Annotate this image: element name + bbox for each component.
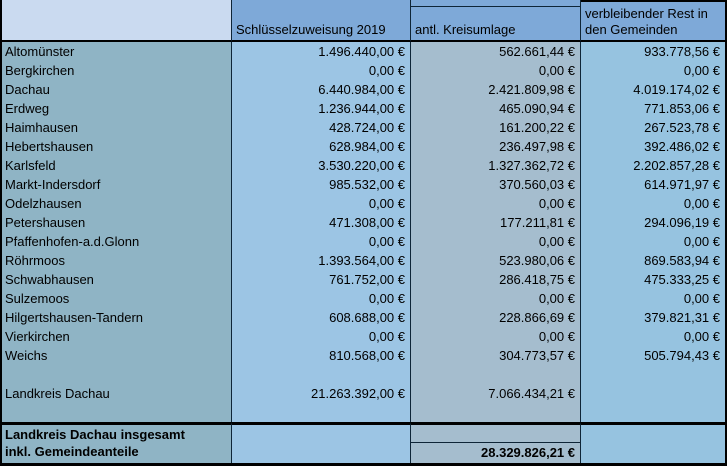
- rest-cell[interactable]: 771.853,06 €: [581, 99, 725, 118]
- footer-rest-empty-cell-2[interactable]: [581, 442, 725, 463]
- kreisumlage-cell[interactable]: 0,00 €: [411, 194, 581, 213]
- schluesselzuweisung-cell[interactable]: 21.263.392,00 €: [232, 384, 411, 403]
- kreisumlage-cell[interactable]: 0,00 €: [411, 232, 581, 251]
- rest-cell[interactable]: 392.486,02 €: [581, 137, 725, 156]
- kreisumlage-cell[interactable]: 562.661,44 €: [411, 42, 581, 61]
- footer-label-line2[interactable]: inkl. Gemeindeanteile: [2, 442, 232, 463]
- header-schluesselzuweisung-label: Schlüsselzuweisung 2019: [236, 22, 386, 37]
- schluesselzuweisung-cell[interactable]: 810.568,00 €: [232, 346, 411, 365]
- schluesselzuweisung-cell[interactable]: 1.496.440,00 €: [232, 42, 411, 61]
- kreisumlage-cell[interactable]: 465.090,94 €: [411, 99, 581, 118]
- footer-label-line1[interactable]: Landkreis Dachau insgesamt: [2, 422, 232, 442]
- schluesselzuweisung-cell[interactable]: 608.688,00 €: [232, 308, 411, 327]
- kreisumlage-cell[interactable]: 236.497,98 €: [411, 137, 581, 156]
- schluesselzuweisung-cell[interactable]: 1.393.564,00 €: [232, 251, 411, 270]
- header-schluesselzuweisung-2019[interactable]: [232, 0, 411, 42]
- kreisumlage-cell[interactable]: 286.418,75 €: [411, 270, 581, 289]
- schluesselzuweisung-cell[interactable]: 6.440.984,00 €: [232, 80, 411, 99]
- municipality-name-cell[interactable]: Markt-Indersdorf: [2, 175, 232, 194]
- rest-cell[interactable]: [581, 365, 725, 384]
- header-verbleibender-rest[interactable]: [581, 0, 725, 42]
- rest-cell[interactable]: 933.778,56 €: [581, 42, 725, 61]
- municipality-name-cell[interactable]: Erdweg: [2, 99, 232, 118]
- schluesselzuweisung-cell[interactable]: 0,00 €: [232, 327, 411, 346]
- kreisumlage-cell[interactable]: 523.980,06 €: [411, 251, 581, 270]
- kreisumlage-cell[interactable]: 1.327.362,72 €: [411, 156, 581, 175]
- rest-cell[interactable]: 0,00 €: [581, 232, 725, 251]
- schluesselzuweisung-cell[interactable]: 3.530.220,00 €: [232, 156, 411, 175]
- rest-cell[interactable]: 294.096,19 €: [581, 213, 725, 232]
- municipality-name-cell[interactable]: [2, 403, 232, 422]
- kreisumlage-cell[interactable]: 228.866,69 €: [411, 308, 581, 327]
- schluesselzuweisung-cell[interactable]: 628.984,00 €: [232, 137, 411, 156]
- schluesselzuweisung-cell[interactable]: 0,00 €: [232, 232, 411, 251]
- kreisumlage-cell[interactable]: 370.560,03 €: [411, 175, 581, 194]
- header-rest-label-line2: den Gemeinden: [585, 22, 678, 37]
- rest-cell[interactable]: 4.019.174,02 €: [581, 80, 725, 99]
- rest-cell[interactable]: 869.583,94 €: [581, 251, 725, 270]
- rest-cell[interactable]: [581, 403, 725, 422]
- municipality-name-cell[interactable]: Weichs: [2, 346, 232, 365]
- rest-cell[interactable]: 0,00 €: [581, 194, 725, 213]
- rest-cell[interactable]: 0,00 €: [581, 289, 725, 308]
- rest-cell[interactable]: 2.202.857,28 €: [581, 156, 725, 175]
- municipality-name-cell[interactable]: Dachau: [2, 80, 232, 99]
- rest-cell[interactable]: 0,00 €: [581, 327, 725, 346]
- kreisumlage-cell[interactable]: 0,00 €: [411, 327, 581, 346]
- municipality-name-cell[interactable]: Landkreis Dachau: [2, 384, 232, 403]
- footer-zuweisung-empty-cell-2[interactable]: [232, 442, 411, 463]
- rest-cell[interactable]: [581, 384, 725, 403]
- schluesselzuweisung-cell[interactable]: [232, 403, 411, 422]
- rest-cell[interactable]: 505.794,43 €: [581, 346, 725, 365]
- rest-cell[interactable]: 267.523,78 €: [581, 118, 725, 137]
- municipality-name-cell[interactable]: Hebertshausen: [2, 137, 232, 156]
- schluesselzuweisung-cell[interactable]: 1.236.944,00 €: [232, 99, 411, 118]
- kreisumlage-cell[interactable]: [411, 403, 581, 422]
- schluesselzuweisung-cell[interactable]: [232, 365, 411, 384]
- municipality-name-cell[interactable]: Sulzemoos: [2, 289, 232, 308]
- kreisumlage-cell[interactable]: 2.421.809,98 €: [411, 80, 581, 99]
- rest-cell[interactable]: 379.821,31 €: [581, 308, 725, 327]
- kreisumlage-cell[interactable]: 0,00 €: [411, 61, 581, 80]
- municipality-name-cell[interactable]: Vierkirchen: [2, 327, 232, 346]
- header-kreisumlage-label: antl. Kreisumlage: [415, 22, 516, 37]
- schluesselzuweisung-cell[interactable]: 471.308,00 €: [232, 213, 411, 232]
- kreisumlage-cell[interactable]: 177.211,81 €: [411, 213, 581, 232]
- kreisumlage-cell[interactable]: [411, 365, 581, 384]
- municipality-name-cell[interactable]: Hilgertshausen-Tandern: [2, 308, 232, 327]
- municipality-name-cell[interactable]: Röhrmoos: [2, 251, 232, 270]
- municipality-name-cell[interactable]: Bergkirchen: [2, 61, 232, 80]
- rest-cell[interactable]: 475.333,25 €: [581, 270, 725, 289]
- municipality-name-cell[interactable]: [2, 365, 232, 384]
- footer-total-kreisumlage-cell[interactable]: 28.329.826,21 €: [411, 442, 581, 463]
- municipality-name-cell[interactable]: Haimhausen: [2, 118, 232, 137]
- municipality-name-cell[interactable]: Petershausen: [2, 213, 232, 232]
- kreisumlage-cell[interactable]: 304.773,57 €: [411, 346, 581, 365]
- schluesselzuweisung-cell[interactable]: 0,00 €: [232, 61, 411, 80]
- rest-cell[interactable]: 0,00 €: [581, 61, 725, 80]
- kreisumlage-cell[interactable]: 161.200,22 €: [411, 118, 581, 137]
- municipality-name-cell[interactable]: Karlsfeld: [2, 156, 232, 175]
- header-antl-kreisumlage[interactable]: [411, 0, 581, 42]
- municipality-name-cell[interactable]: Pfaffenhofen-a.d.Glonn: [2, 232, 232, 251]
- kreisumlage-cell[interactable]: 7.066.434,21 €: [411, 384, 581, 403]
- cell-top-border-line: [411, 6, 580, 7]
- municipality-name-cell[interactable]: Altomünster: [2, 42, 232, 61]
- kreisumlage-cell[interactable]: 0,00 €: [411, 289, 581, 308]
- corner-cell[interactable]: [2, 0, 232, 42]
- rest-cell[interactable]: 614.971,97 €: [581, 175, 725, 194]
- footer-zuweisung-empty-cell[interactable]: [232, 422, 411, 442]
- header-rest-label-line1: verbleibender Rest in: [585, 6, 708, 21]
- schluesselzuweisung-cell[interactable]: 761.752,00 €: [232, 270, 411, 289]
- schluesselzuweisung-cell[interactable]: 0,00 €: [232, 289, 411, 308]
- municipality-name-cell[interactable]: Odelzhausen: [2, 194, 232, 213]
- footer-umlage-empty-cell[interactable]: [411, 422, 581, 442]
- footer-rest-empty-cell[interactable]: [581, 422, 725, 442]
- schluesselzuweisung-cell[interactable]: 985.532,00 €: [232, 175, 411, 194]
- schluesselzuweisung-cell[interactable]: 428.724,00 €: [232, 118, 411, 137]
- municipality-name-cell[interactable]: Schwabhausen: [2, 270, 232, 289]
- schluesselzuweisung-cell[interactable]: 0,00 €: [232, 194, 411, 213]
